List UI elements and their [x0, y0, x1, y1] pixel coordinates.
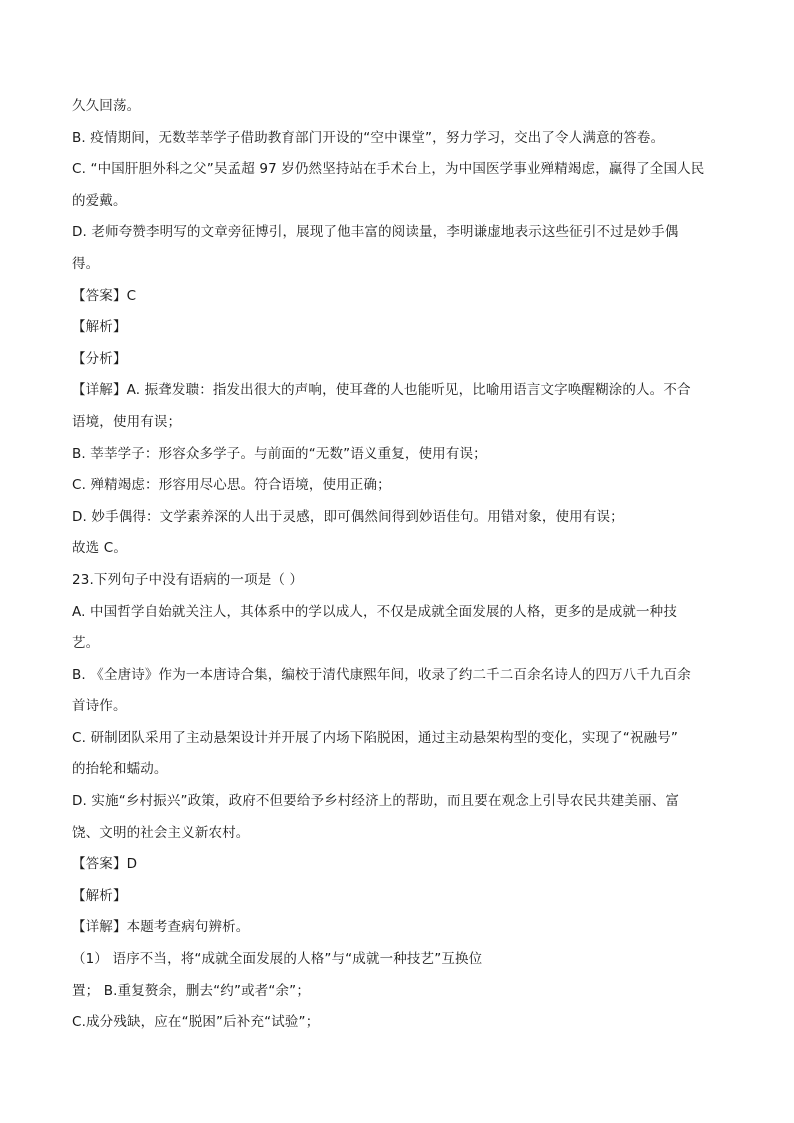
breakdown-label: 【分析】: [72, 350, 127, 367]
text-line: 艺。: [72, 635, 100, 652]
explanation-b-line: B. 莘莘学子：形容众多学子。与前面的“无数”语义重复，使用有误；: [72, 445, 487, 462]
answer-label: 【答案】D: [72, 856, 138, 873]
text-line: 的抬轮和蠕动。: [72, 761, 168, 778]
answer-label: 【答案】C: [72, 287, 137, 304]
explanation-item-1: （1） 语序不当，将“成就全面发展的人格”与“成就一种技艺”互换位: [72, 951, 483, 968]
conclusion-line: 故选 C。: [72, 540, 127, 557]
explanation-item-b: 置； B.重复赘余，删去“约”或者“余”；: [72, 982, 310, 999]
text-line: 饶、文明的社会主义新农村。: [72, 824, 250, 841]
text-line: 久久回荡。: [72, 98, 141, 114]
analysis-label: 【解析】: [72, 319, 127, 336]
explanation-line: 【详解】本题考查病句辨析。: [72, 919, 250, 936]
option-c-line: C. 研制团队采用了主动悬架设计并开展了内场下陷脱困，通过主动悬架构型的变化，实现了“祝融号”: [72, 729, 679, 746]
option-d-line: D. 老师夸赞李明写的文章旁征博引，展现了他丰富的阅读量，李明谦虚地表示这些征引不过是妙手偶: [72, 224, 679, 241]
text-line: 语境，使用有误；: [72, 413, 182, 430]
text-line: 首诗作。: [72, 698, 127, 715]
option-b-line: B. 《全唐诗》作为一本唐诗合集，编校于清代康熙年间，收录了约二千二百余名诗人的四万八千九百余: [72, 666, 691, 683]
option-b-line: B. 疫情期间，无数莘莘学子借助教育部门开设的“空中课堂”，努力学习，交出了令人满意的答卷。: [72, 129, 665, 146]
text-line: 的爱戴。: [72, 192, 127, 209]
option-a-line: A. 中国哲学自始就关注人，其体系中的学以成人，不仅是成就全面发展的人格，更多的是成就一种技: [72, 603, 677, 620]
option-c-line: C. “中国肝胆外科之父”吴孟超 97 岁仍然坚持站在手术台上，为中国医学事业殚精竭虑，赢得了全国人民: [72, 161, 705, 178]
explanation-c-line: C. 殚精竭虑：形容用尽心思。符合语境，使用正确；: [72, 477, 391, 494]
option-d-line: D. 实施“乡村振兴”政策，政府不但要给予乡村经济上的帮助，而且要在观念上引导农民共建美丽、富: [72, 793, 680, 810]
document-page: [72, 96, 728, 1044]
text-line: 得。: [72, 255, 100, 272]
analysis-label: 【解析】: [72, 887, 127, 904]
explanation-d-line: D. 妙手偶得：文学素养深的人出于灵感，即可偶然间得到妙语佳句。用错对象，使用有误；: [72, 508, 624, 525]
explanation-item-c: C.成分残缺，应在“脱困”后补充“试验”；: [72, 1014, 320, 1031]
question-23-title: 23.下列句子中没有语病的一项是（ ）: [72, 571, 304, 588]
explanation-line: 【详解】A. 振聋发聩：指发出很大的声响，使耳聋的人也能听见，比喻用语言文字唤醒糊涂的人。不合: [72, 382, 691, 399]
